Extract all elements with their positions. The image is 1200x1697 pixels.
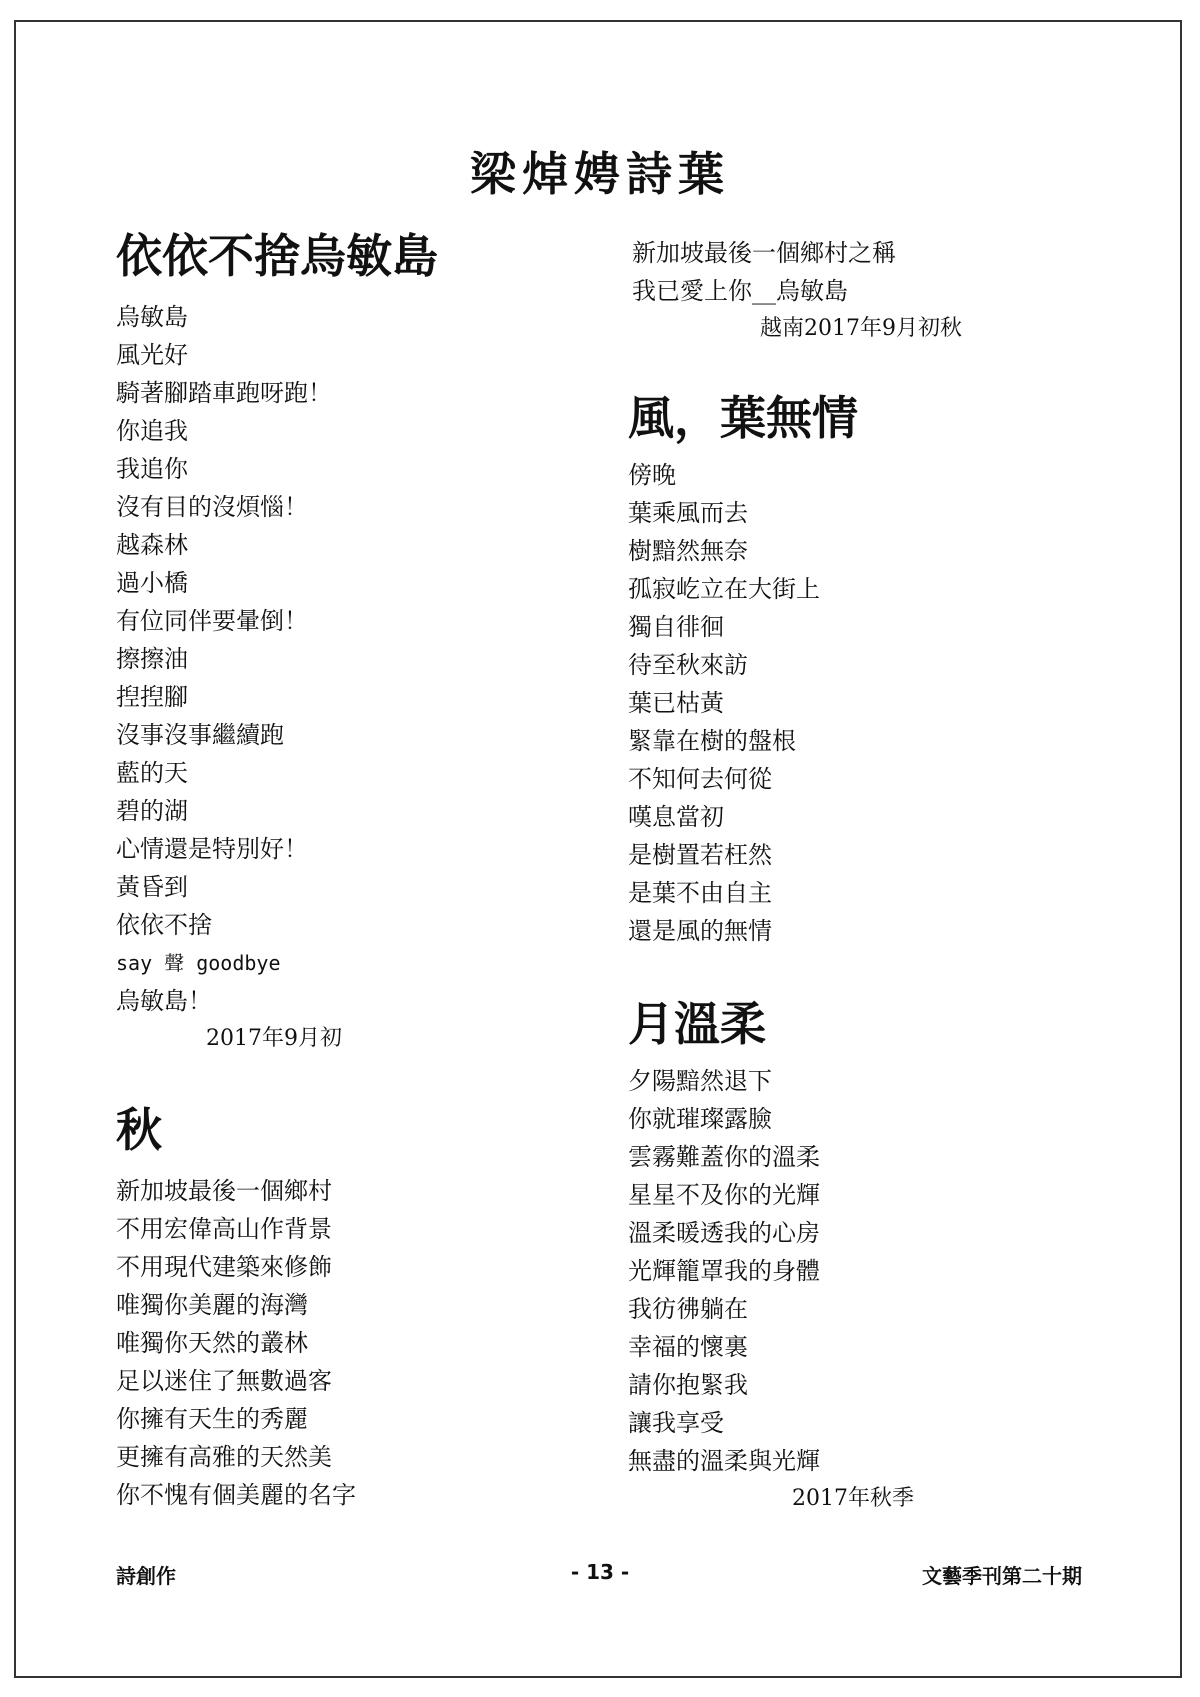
poem-line: 待至秋來訪 — [628, 651, 748, 679]
poem-2-body — [116, 1172, 576, 1514]
poem-line: 請你抱緊我 — [628, 1371, 748, 1399]
poem-title-3: 風，葉無情 — [628, 391, 858, 445]
poem-4-body — [628, 1062, 1148, 1518]
poem-line: 唯獨你美麗的海灣 — [116, 1291, 308, 1319]
poem-line: 夕陽黯然退下 — [628, 1067, 772, 1095]
poem-line: 騎著腳踏車跑呀跑！ — [116, 379, 332, 407]
poem-line: 沒有目的沒煩惱！ — [116, 493, 308, 521]
poem-2-date: 越南2017年9月初秋 — [760, 316, 962, 341]
poem-line: 依依不捨 — [116, 911, 212, 939]
poem-3-body — [628, 456, 1148, 950]
poem-line: 葉已枯黃 — [628, 689, 724, 717]
poem-line: 藍的天 — [116, 759, 188, 787]
poem-line: 擦擦油 — [116, 645, 188, 673]
poem-line: 孤寂屹立在大街上 — [628, 575, 820, 603]
poem-1-date: 2017年9月初 — [206, 1026, 342, 1051]
poem-line: 你擁有天生的秀麗 — [116, 1405, 308, 1433]
poem-line: 緊靠在樹的盤根 — [628, 727, 796, 755]
page-title: 梁焯娉詩葉 — [470, 147, 730, 201]
poem-line: 是樹置若枉然 — [628, 841, 772, 869]
poem-line: 星星不及你的光輝 — [628, 1181, 820, 1209]
poem-line: 傍晚 — [628, 461, 676, 489]
poem-line: 葉乘風而去 — [628, 499, 748, 527]
poem-line: 讓我享受 — [628, 1409, 724, 1437]
poem-line: 新加坡最後一個鄉村之稱 — [632, 239, 896, 267]
poem-4-date: 2017年秋季 — [792, 1486, 914, 1511]
poem-line: 不用宏偉高山作背景 — [116, 1215, 332, 1243]
left-column — [116, 226, 576, 1514]
poem-line: 幸福的懷裏 — [628, 1333, 748, 1361]
poem-title-4: 月溫柔 — [628, 997, 766, 1051]
poem-line: 有位同伴要暈倒！ — [116, 607, 308, 635]
poem-line: 光輝籠罩我的身體 — [628, 1257, 820, 1285]
poem-line: 我追你 — [116, 455, 188, 483]
poem-line: 足以迷住了無數過客 — [116, 1367, 332, 1395]
poem-line: 烏敏島！ — [116, 987, 212, 1015]
page-number: - 13 - — [570, 1560, 630, 1584]
poem-title-2: 秋 — [116, 1103, 162, 1157]
poem-line: 獨自徘徊 — [628, 613, 724, 641]
poem-line: 唯獨你天然的叢林 — [116, 1329, 308, 1357]
poem-line: 不用現代建築來修飾 — [116, 1253, 332, 1281]
poem-line: 無盡的溫柔與光輝 — [628, 1447, 820, 1475]
poem-line: 心情還是特別好！ — [116, 835, 308, 863]
poem-line: 我已愛上你__烏敏島 — [632, 277, 848, 305]
poem-line: 樹黯然無奈 — [628, 537, 748, 565]
poem-line: 烏敏島 — [116, 303, 188, 331]
footer-section: 詩創作 — [116, 1564, 176, 1588]
poem-line: say 聲 goodbye — [116, 951, 281, 975]
poem-line: 你不愧有個美麗的名字 — [116, 1481, 356, 1509]
poem-line: 嘆息當初 — [628, 803, 724, 831]
poem-line: 沒事沒事繼續跑 — [116, 721, 284, 749]
poem-line: 是葉不由自主 — [628, 879, 772, 907]
footer-publication: 文藝季刊第二十期 — [922, 1564, 1082, 1588]
poem-2-continued — [628, 234, 1148, 348]
poem-line: 過小橋 — [116, 569, 188, 597]
poem-line: 你追我 — [116, 417, 188, 445]
poem-line: 黃昏到 — [116, 873, 188, 901]
poem-line: 不知何去何從 — [628, 765, 772, 793]
poem-line: 你就璀璨露臉 — [628, 1105, 772, 1133]
poem-line: 我彷彿躺在 — [628, 1295, 748, 1323]
poem-line: 更擁有高雅的天然美 — [116, 1443, 332, 1471]
poem-line: 碧的湖 — [116, 797, 188, 825]
poem-line: 還是風的無情 — [628, 917, 772, 945]
poem-line: 揑揑腳 — [116, 683, 188, 711]
poem-line: 新加坡最後一個鄉村 — [116, 1177, 332, 1205]
right-column — [628, 234, 1148, 1518]
poem-line: 雲霧難蓋你的溫柔 — [628, 1143, 820, 1171]
poem-1-body — [116, 298, 576, 1058]
poem-line: 溫柔暖透我的心房 — [628, 1219, 820, 1247]
poem-line: 風光好 — [116, 341, 188, 369]
poem-title-1: 依依不捨烏敏島 — [116, 229, 438, 283]
poem-line: 越森林 — [116, 531, 188, 559]
